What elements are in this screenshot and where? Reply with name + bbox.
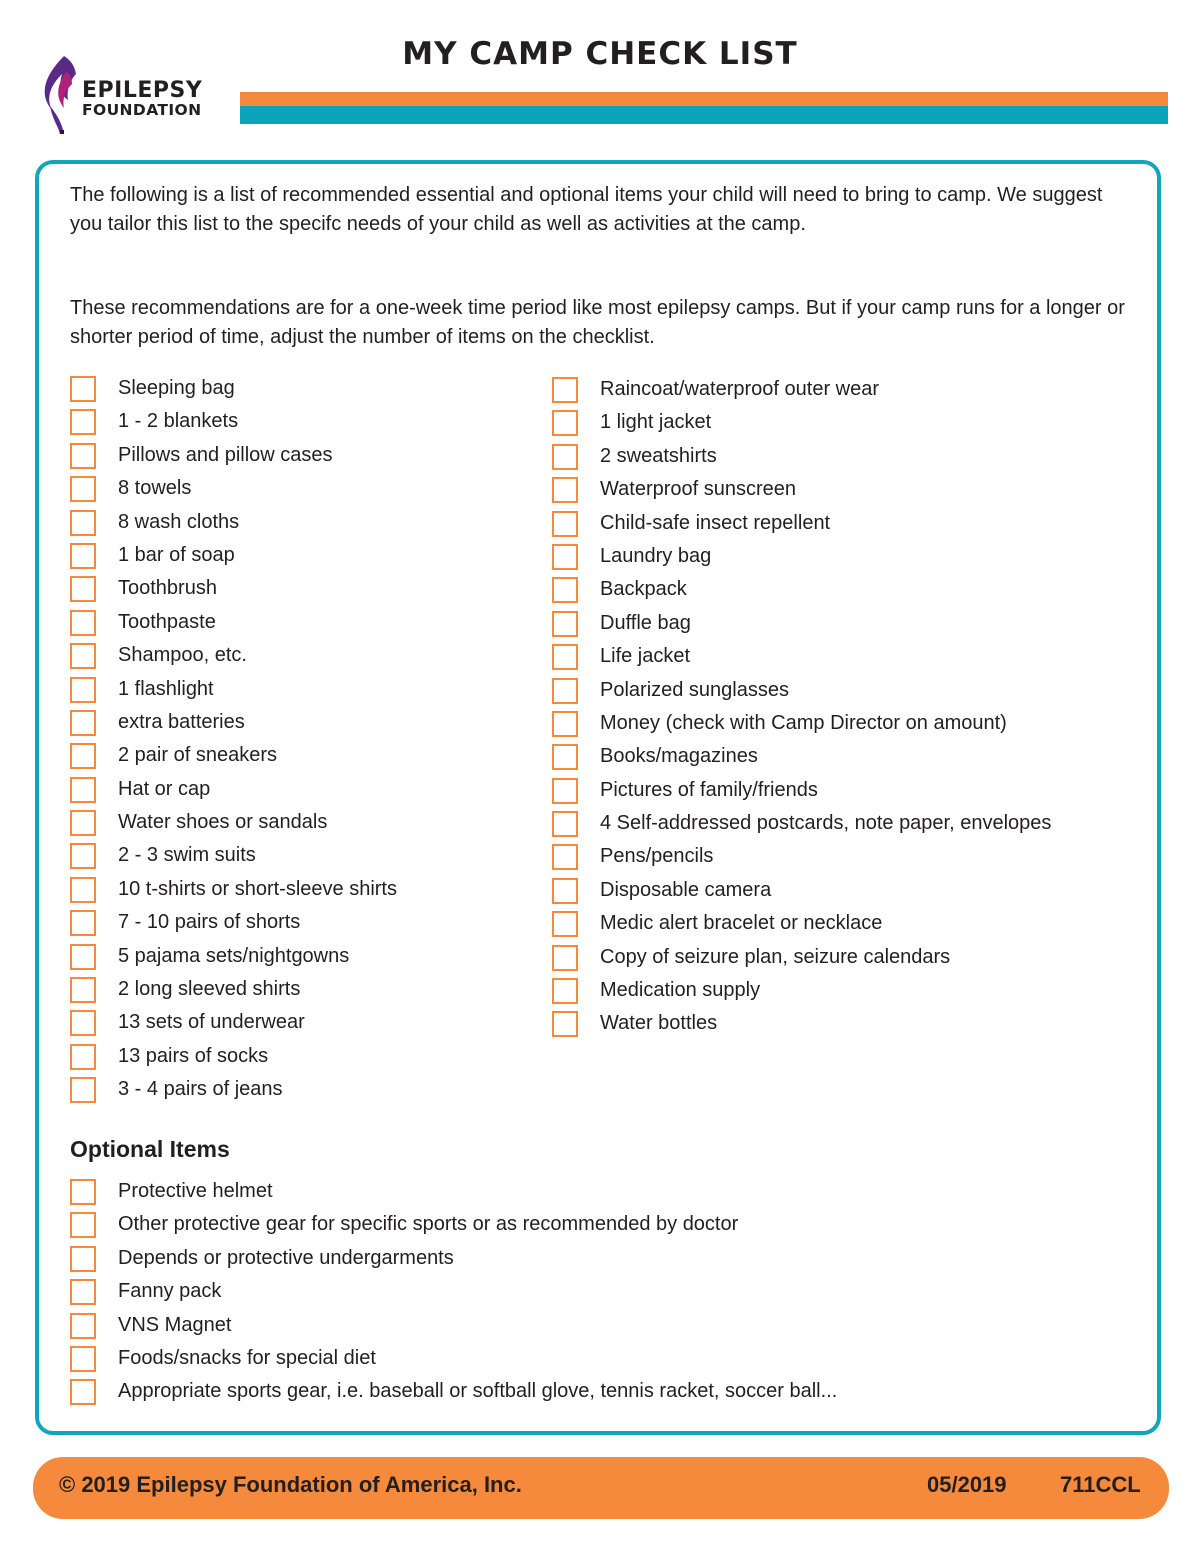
checkbox[interactable] — [70, 1313, 96, 1339]
checkbox[interactable] — [552, 377, 578, 403]
footer-bar — [33, 1457, 1169, 1519]
checklist-item-label: Books/magazines — [600, 745, 758, 768]
checkbox[interactable] — [70, 643, 96, 669]
checklist-item-label: Duffle bag — [600, 611, 691, 634]
footer-document-code: 711CCL — [1060, 1472, 1141, 1497]
checkbox[interactable] — [70, 843, 96, 869]
checklist-item-label: Water bottles — [600, 1012, 718, 1035]
checkbox[interactable] — [70, 510, 96, 536]
checklist-item-label: 2 long sleeved shirts — [118, 978, 301, 1001]
checklist-item-label: Depends or protective undergarments — [118, 1246, 454, 1269]
checklist-item-label: Hat or cap — [118, 777, 211, 800]
checkbox[interactable] — [70, 376, 96, 402]
intro-paragraph-2: These recommendations are for a one-week time period like most epilepsy camps. But if your camp runs for a longer or shorter period of time, adjust the number of items on the checklist. — [70, 297, 1125, 348]
logo-wordmark — [82, 80, 202, 119]
checklist-item-label: 5 pajama sets/nightgowns — [118, 944, 350, 967]
intro-paragraph-1: The following is a list of recommended essential and optional items your child will need to bring to camp. We suggest you tailor this list to the specifc needs of your child as well as activities at the camp. — [70, 184, 1103, 235]
checklist-item-label: 8 wash cloths — [118, 510, 240, 533]
checkbox[interactable] — [70, 743, 96, 769]
checklist-item-label: 3 - 4 pairs of jeans — [118, 1078, 283, 1101]
checkbox[interactable] — [70, 677, 96, 703]
checkbox[interactable] — [70, 409, 96, 435]
checklist-item-label: 2 sweatshirts — [600, 444, 717, 467]
checklist-item-label: Appropriate sports gear, i.e. baseball or softball glove, tennis racket, soccer ball... — [118, 1380, 838, 1403]
checklist-item-label: 1 bar of soap — [118, 543, 235, 566]
checkbox[interactable] — [552, 544, 578, 570]
checklist-item-label: Waterproof sunscreen — [600, 478, 797, 501]
checkbox[interactable] — [70, 977, 96, 1003]
checklist-item-label: 1 light jacket — [600, 411, 712, 434]
checkbox[interactable] — [552, 978, 578, 1004]
checklist-item-label: Life jacket — [600, 645, 691, 668]
checkbox[interactable] — [552, 678, 578, 704]
checklist-item-label: Protective helmet — [118, 1180, 273, 1202]
checkbox[interactable] — [70, 1279, 96, 1305]
checklist-item-label: Laundry bag — [600, 544, 712, 567]
checklist-item-label: Pens/pencils — [600, 845, 714, 868]
checklist-item-label: extra batteries — [118, 710, 245, 733]
checkbox[interactable] — [552, 511, 578, 537]
checklist-item-label: 13 sets of underwear — [118, 1011, 305, 1034]
checklist-item-label: VNS Magnet — [118, 1313, 232, 1336]
checkbox[interactable] — [552, 744, 578, 770]
checkbox[interactable] — [70, 1379, 96, 1405]
checkbox[interactable] — [70, 910, 96, 936]
checkbox[interactable] — [552, 444, 578, 470]
logo-line-2: FOUNDATION — [82, 101, 202, 119]
checklist-item-label: Pictures of family/friends — [600, 778, 818, 801]
checkbox[interactable] — [70, 944, 96, 970]
checkbox[interactable] — [552, 911, 578, 937]
checklist-item-label: Shampoo, etc. — [118, 644, 247, 667]
checkbox[interactable] — [552, 1011, 578, 1037]
checkbox[interactable] — [70, 1044, 96, 1070]
optional-items-heading: Optional Items — [70, 1136, 230, 1162]
checklist-item-label: 13 pairs of socks — [118, 1044, 269, 1067]
checkbox[interactable] — [552, 878, 578, 904]
checkbox[interactable] — [70, 576, 96, 602]
checklist-item-label: Money (check with Camp Director on amount) — [600, 711, 1007, 734]
checklist-item-label: Other protective gear for specific sports or as recommended by doctor — [118, 1213, 739, 1236]
checklist-item-label: 1 - 2 blankets — [118, 410, 239, 433]
checklist-item-label: Polarized sunglasses — [600, 678, 789, 701]
header-teal-bar — [240, 106, 1168, 124]
checklist-item-label: Medic alert bracelet or necklace — [600, 912, 883, 935]
checkbox[interactable] — [552, 477, 578, 503]
checkbox[interactable] — [70, 1179, 96, 1205]
checklist-item-label: Pillows and pillow cases — [118, 443, 333, 466]
checklist-item-label: Child-safe insect repellent — [600, 511, 831, 534]
checklist-item-label: Medication supply — [600, 979, 761, 1002]
checkbox[interactable] — [70, 877, 96, 903]
checkbox[interactable] — [70, 1212, 96, 1238]
checkbox[interactable] — [70, 443, 96, 469]
checklist-item-label: Backpack — [600, 578, 687, 601]
checklist-item-label: Copy of seizure plan, seizure calendars — [600, 945, 951, 968]
checkbox[interactable] — [70, 1246, 96, 1272]
checklist-item-label: 4 Self-addressed postcards, note paper, envelopes — [600, 812, 1052, 835]
checklist-item-label: Foods/snacks for special diet — [118, 1346, 376, 1369]
checklist-item-label: 2 - 3 swim suits — [118, 844, 256, 867]
checklist-item-label: 2 pair of sneakers — [118, 744, 277, 767]
checkbox[interactable] — [552, 945, 578, 971]
page-title: MY CAMP CHECK LIST — [402, 36, 798, 72]
checkbox[interactable] — [70, 610, 96, 636]
checklist-item-label: Fanny pack — [118, 1280, 222, 1303]
checkbox[interactable] — [552, 711, 578, 737]
checklist-item-label: Water shoes or sandals — [118, 811, 328, 834]
checklist-item-label: Sleeping bag — [118, 377, 235, 399]
checkbox[interactable] — [70, 1010, 96, 1036]
checklist-item-label: Disposable camera — [600, 878, 772, 901]
checkbox[interactable] — [552, 577, 578, 603]
checkbox[interactable] — [552, 410, 578, 436]
checklist-item-label: Toothbrush — [118, 577, 217, 600]
checkbox[interactable] — [70, 1077, 96, 1103]
checklist-item-label: 7 - 10 pairs of shorts — [118, 911, 301, 934]
checkbox[interactable] — [70, 1346, 96, 1372]
checkbox[interactable] — [70, 777, 96, 803]
checkbox[interactable] — [70, 710, 96, 736]
logo-line-1: EPILEPSY — [82, 78, 203, 103]
checklist-item-label: Toothpaste — [118, 610, 216, 633]
checkbox[interactable] — [552, 811, 578, 837]
checklist-item-label: 8 towels — [118, 477, 192, 500]
header-orange-bar — [240, 92, 1168, 106]
checkbox[interactable] — [70, 543, 96, 569]
checkbox[interactable] — [70, 476, 96, 502]
checklist-item-label: 1 flashlight — [118, 677, 214, 700]
checkbox[interactable] — [552, 611, 578, 637]
checklist-item-label: Raincoat/waterproof outer wear — [600, 378, 880, 400]
checkbox[interactable] — [552, 778, 578, 804]
checkbox[interactable] — [552, 844, 578, 870]
footer-date: 05/2019 — [927, 1472, 1007, 1497]
checkbox[interactable] — [552, 644, 578, 670]
checkbox[interactable] — [70, 810, 96, 836]
footer-copyright: © 2019 Epilepsy Foundation of America, Inc. — [59, 1472, 522, 1497]
checklist-item-label: 10 t-shirts or short-sleeve shirts — [118, 877, 397, 900]
